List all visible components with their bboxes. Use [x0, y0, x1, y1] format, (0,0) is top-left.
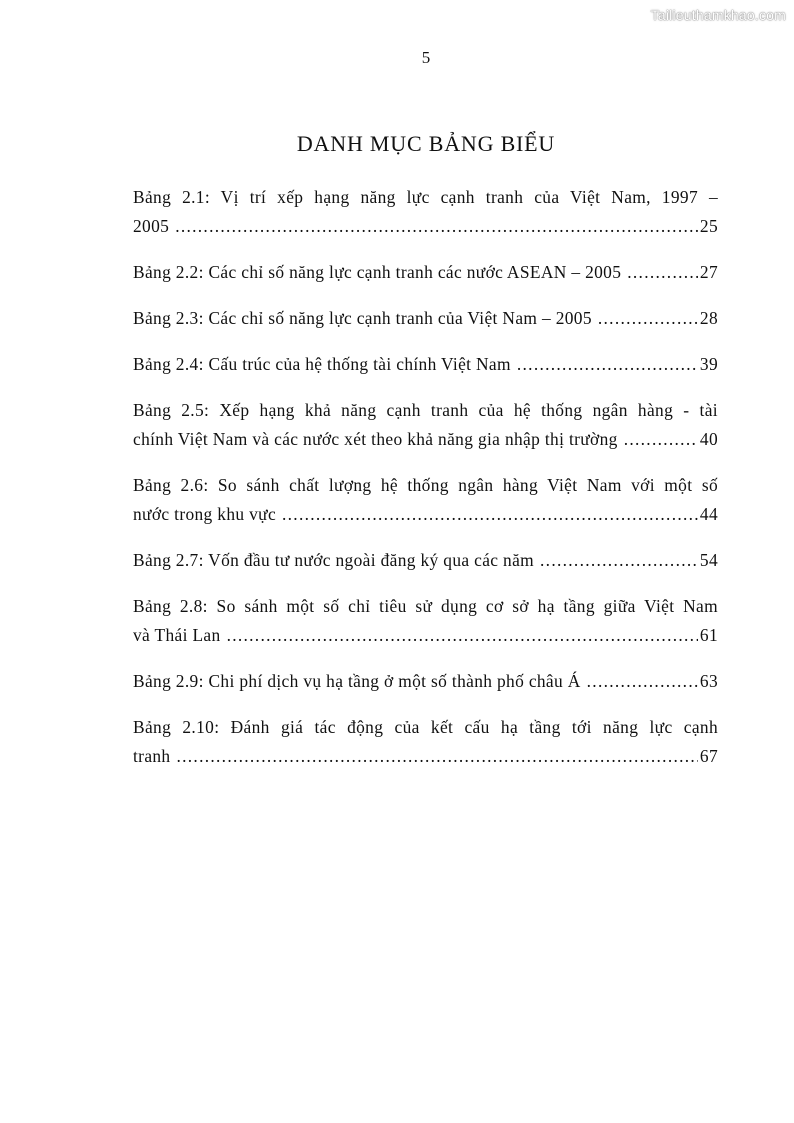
- table-list: [133, 183, 718, 788]
- entry-text-line: Bảng 2.8: So sánh một số chỉ tiêu sử dụng cơ sở hạ tầng giữa Việt Nam: [133, 596, 718, 616]
- dot-leader: [517, 350, 698, 379]
- entry-text: Bảng 2.7: Vốn đầu tư nước ngoài đăng ký qua các năm: [133, 550, 535, 570]
- toc-entry-table-2-5[interactable]: [133, 396, 718, 454]
- entry-page-number: 54: [699, 550, 718, 570]
- entry-page-number: 39: [699, 354, 718, 374]
- dot-leader: [176, 742, 697, 771]
- entry-last-line: [133, 742, 718, 771]
- entry-text-line: Bảng 2.6: So sánh chất lượng hệ thống ngân hàng Việt Nam với một số: [133, 475, 718, 495]
- entry-last-line: [133, 212, 718, 241]
- entry-page-number: 27: [699, 262, 718, 282]
- entry-page-number: 28: [699, 308, 718, 328]
- entry-text-line: Bảng 2.1: Vị trí xếp hạng năng lực cạnh tranh của Việt Nam, 1997 –: [133, 187, 718, 207]
- entry-text: Bảng 2.2: Các chỉ số năng lực cạnh tranh các nước ASEAN – 2005: [133, 262, 622, 282]
- entry-page-number: 61: [699, 625, 718, 645]
- entry-text: nước trong khu vực: [133, 504, 277, 524]
- entry-last-line: [133, 425, 718, 454]
- entry-page-number: 40: [699, 429, 718, 449]
- dot-leader: [598, 304, 698, 333]
- entry-page-number: 25: [699, 216, 718, 236]
- entry-last-line: [133, 258, 718, 287]
- entry-last-line: [133, 667, 718, 696]
- toc-entry-table-2-7[interactable]: [133, 546, 718, 575]
- dot-leader: [627, 258, 698, 287]
- toc-entry-table-2-9[interactable]: [133, 667, 718, 696]
- entry-text: Bảng 2.3: Các chỉ số năng lực cạnh tranh của Việt Nam – 2005: [133, 308, 592, 328]
- page-number: 5: [421, 48, 431, 67]
- dot-leader: [227, 621, 698, 650]
- entry-text-line: Bảng 2.5: Xếp hạng khả năng cạnh tranh của hệ thống ngân hàng - tài: [133, 400, 718, 420]
- dot-leader: [540, 546, 698, 575]
- entry-text: chính Việt Nam và các nước xét theo khả năng gia nhập thị trường: [133, 429, 618, 449]
- toc-entry-table-2-2[interactable]: [133, 258, 718, 287]
- toc-entry-table-2-10[interactable]: [133, 713, 718, 771]
- entry-text: tranh: [133, 746, 171, 766]
- toc-entry-table-2-4[interactable]: [133, 350, 718, 379]
- entry-text: và Thái Lan: [133, 625, 221, 645]
- toc-entry-table-2-3[interactable]: [133, 304, 718, 333]
- entry-page-number: 44: [699, 504, 718, 524]
- dot-leader: [624, 425, 698, 454]
- toc-entry-table-2-8[interactable]: [133, 592, 718, 650]
- entry-text: 2005: [133, 216, 170, 236]
- entry-text: Bảng 2.9: Chi phí dịch vụ hạ tầng ở một số thành phố châu Á: [133, 671, 581, 691]
- entry-last-line: [133, 304, 718, 333]
- dot-leader: [587, 667, 698, 696]
- entry-page-number: 63: [699, 671, 718, 691]
- toc-entry-table-2-6[interactable]: [133, 471, 718, 529]
- toc-entry-table-2-1[interactable]: [133, 183, 718, 241]
- page-title: DANH MỤC BẢNG BIỂU: [296, 131, 556, 156]
- entry-last-line: [133, 350, 718, 379]
- dot-leader: [175, 212, 698, 241]
- entry-text: Bảng 2.4: Cấu trúc của hệ thống tài chính Việt Nam: [133, 354, 511, 374]
- entry-last-line: [133, 500, 718, 529]
- entry-last-line: [133, 546, 718, 575]
- entry-page-number: 67: [699, 746, 718, 766]
- dot-leader: [282, 500, 698, 529]
- watermark-text: Tailieuthamkhao.com: [650, 7, 786, 23]
- entry-text-line: Bảng 2.10: Đánh giá tác động của kết cấu hạ tầng tới năng lực cạnh: [133, 717, 718, 737]
- entry-last-line: [133, 621, 718, 650]
